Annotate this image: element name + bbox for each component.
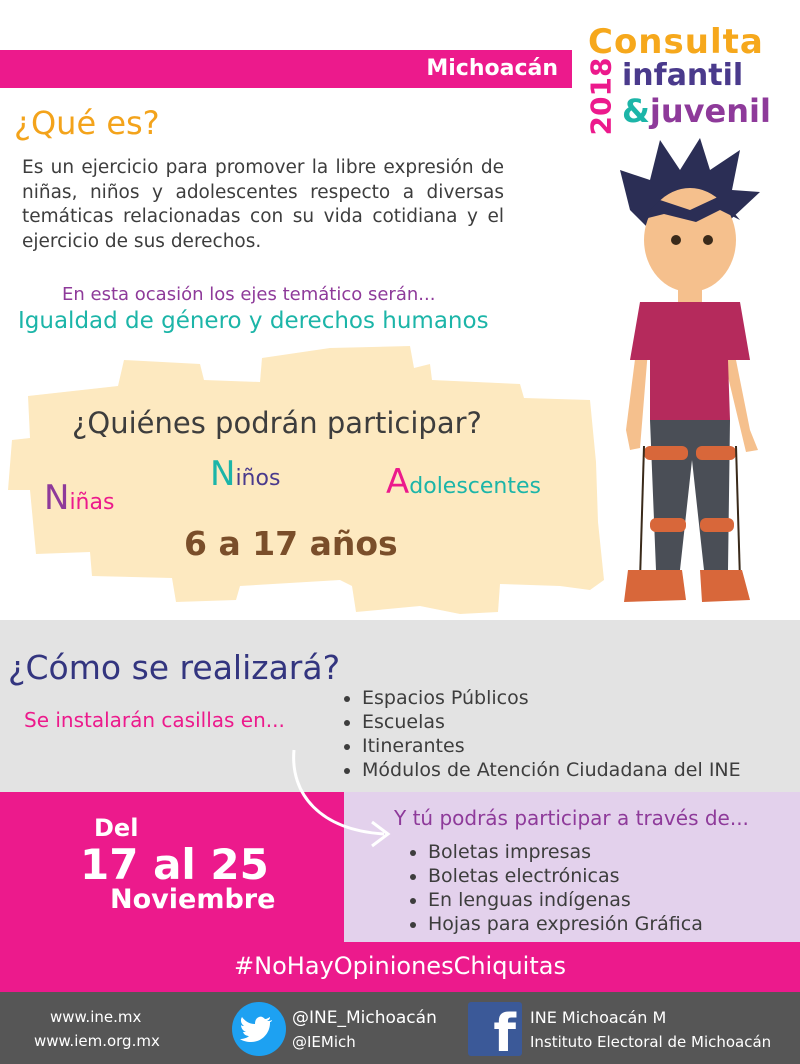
hashtag: #NoHayOpinionesChiquitas xyxy=(234,952,566,980)
curved-arrow-icon xyxy=(280,744,400,854)
facebook-page-ine[interactable]: INE Michoacán M xyxy=(530,1008,667,1027)
channels-lead: Y tú podrás participar a través de... xyxy=(394,806,749,830)
link-iem[interactable]: www.iem.org.mx xyxy=(34,1032,160,1050)
logo-juvenil: juvenil xyxy=(649,92,771,130)
logo-amp: & xyxy=(622,92,650,130)
dates-del: Del xyxy=(94,814,139,842)
facebook-page-iem[interactable]: Instituto Electoral de Michoacán xyxy=(530,1033,772,1051)
twitter-handle-iem[interactable]: @IEMich xyxy=(292,1033,356,1051)
twitter-bird-glyph xyxy=(232,1002,286,1056)
link-ine[interactable]: www.ine.mx xyxy=(50,1008,142,1026)
ninas-initial: N xyxy=(44,478,70,518)
list-item: • Escuelas xyxy=(362,710,741,734)
facebook-f-icon[interactable] xyxy=(468,1002,522,1056)
list-item: • En lenguas indígenas xyxy=(428,888,703,912)
region-bar xyxy=(0,50,572,88)
ninos-initial: N xyxy=(210,454,236,494)
logo-line3 xyxy=(622,92,771,130)
list-item: • Boletas electrónicas xyxy=(428,864,703,888)
dates-range: 17 al 25 xyxy=(80,840,269,889)
region-name: Michoacán xyxy=(426,56,558,81)
ejes-lead: En esta ocasión los ejes temático serán... xyxy=(62,284,436,305)
que-es-title: ¿Qué es? xyxy=(14,104,160,142)
list-item: • Hojas para expresión Gráfica xyxy=(428,912,703,936)
facebook-f-glyph: f xyxy=(493,1004,516,1056)
list-item: • Módulos de Atención Ciudadana del INE xyxy=(362,758,741,782)
como-title: ¿Cómo se realizará? xyxy=(8,648,341,687)
list-item: • Boletas impresas xyxy=(428,840,703,864)
que-es-body: Es un ejercicio para promover la libre expresión de niñas, niños y adolescentes respecto a diversas temáticas relacionadas con su vida cotidiana y el ejercicio de sus derechos. xyxy=(22,157,504,252)
twitter-handle-ine[interactable]: @INE_Michoacán xyxy=(292,1008,437,1028)
boy-illustration xyxy=(600,130,800,610)
adol-initial: A xyxy=(386,462,410,502)
logo-line1: Consulta xyxy=(588,22,764,62)
participant-ninas xyxy=(44,478,114,518)
ninas-rest: iñas xyxy=(69,490,115,515)
logo-year: 2018 xyxy=(584,57,618,136)
twitter-bird-icon[interactable] xyxy=(232,1002,286,1056)
ejes-topics: Igualdad de género y derechos humanos xyxy=(18,308,489,334)
participant-ninos xyxy=(210,454,280,494)
consulta-logo xyxy=(580,22,790,142)
footer xyxy=(0,992,800,1064)
list-item: • Itinerantes xyxy=(362,734,741,758)
quienes-title: ¿Quiénes podrán participar? xyxy=(72,406,482,440)
list-item: • Espacios Públicos xyxy=(362,686,741,710)
hashtag-bar xyxy=(0,942,800,992)
adol-rest: dolescentes xyxy=(409,474,541,499)
logo-line2: infantil xyxy=(622,58,744,93)
dates-month: Noviembre xyxy=(110,884,276,915)
age-range: 6 a 17 años xyxy=(184,524,398,563)
participant-adolescentes xyxy=(386,462,541,502)
channels-list xyxy=(404,840,703,936)
casillas-lead: Se instalarán casillas en... xyxy=(24,708,285,732)
ninos-rest: iños xyxy=(235,466,281,491)
